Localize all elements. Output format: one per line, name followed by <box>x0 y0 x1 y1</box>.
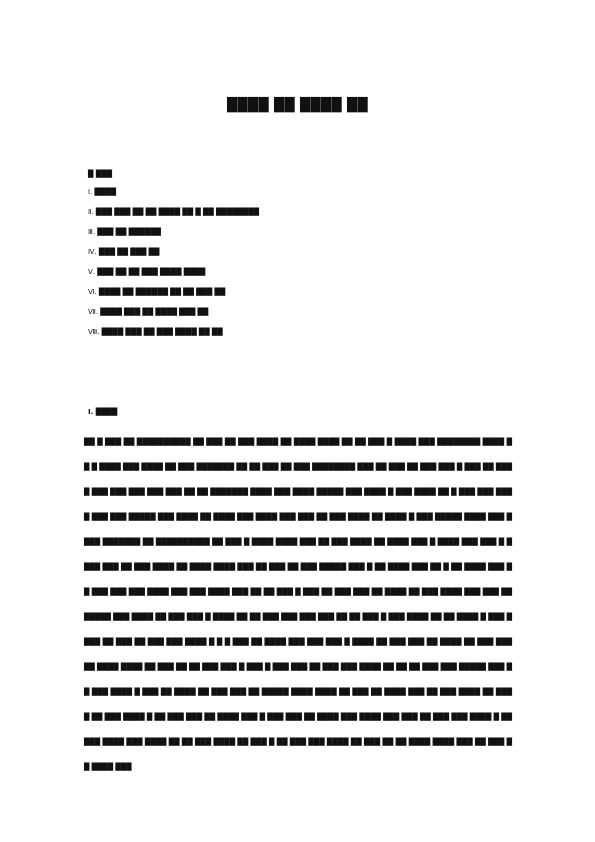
body-paragraph: ██ █ ███ ██ ██████████ ██ ███ ██ ███ ████ ██ ████ ████ ██ ██ ███ █ ████ ███ ████████ ████ ██ █ ████ ███ ████ ██ ███ ███████ ██ ██ ███ ██ ███ ████████ ███ ██ ███ ██ ███ ███ █ ███ ██ ████ ███ ███ ███ ███ ███ ██ ██ ███████ ████ ███ ████ █████ ███ ████ █ ███ ████ ██ █ ███ ███ ████ ███ ███ █████ ███ ████ ██ ████ ███ ████ ███ ███ ██ ███ ████ ██ ████ █ ███ █████ ████ ███ ████ ███████ ██ ██████████ ██ ███ █ ████ ████ ███ ██ ███ ████ ██ ████ ███ █ ████ ███ ███ █ ████ ███ ██ ███ ████ ██ ████ ████ ███ ██ ███ ██ ███ █████ ███ █ ██ ████ ███ ██ █ ██ ████ ███ ██ ███ ███ ███ ████ ███ ███ ████ ███ ██ ██ ███ █ ███ ██ ███ ███ ██ ████ ██ ███ ████ ███ ███ ███████ ███ ████ ██ ███ ███ █ ████ ██ ██ ███ ███ ███ ███ ██ ██ ███ █ ███ ████ ██ ██ ████ █ ███ ████ ██ ███ ██ ███ ███ ████ █ █ █ ███ ██ ████ ███ ███ ███ █ ████ ██ ███ ███ ██ ████ ██ ███ ███ ██ ████ ████ ██ ███ ██ ██ ███ ███ █ ███ █ ███ ███ ██ ███ ███ ████ ██ ██ ██ ███ ███ █████ ███ ██ ███ ████ █ ███ ██ ████ ██ ███ ███ ██ █████ ████ ████ ██ ███ ██ ████ ███ ██ ███ ████ ██ ███ █ ██ ███ ████ █ ██ ███ ███ ██ ████ ███ █ ███ ███ ██ ████ ███ ████ ███ ███ ██ ███ ███ ████ █ ██ ███ ████ ███ ████ ██ ██ ███ ████ ██ ███ █ ██ ███ ███ ████ ██ ███ ██ ██ ████ ████ ███ ██ ███ ██ ████ ███ <box>84 438 513 771</box>
toc-heading: █ ███ <box>88 170 112 178</box>
toc-item: Ⅵ. ████ ██ ██████ ██ ██ ███ ██ <box>88 288 226 296</box>
table-of-contents <box>88 170 508 348</box>
toc-item: Ⅷ. ████ ███ ██ ███ ████ ██ ██ <box>88 328 223 336</box>
toc-item: Ⅱ. ███ ███ ██ ██ ████ ██ █ ██ ████████ <box>88 208 260 216</box>
toc-item: Ⅳ. ███ ██ ███ ██ <box>88 248 160 256</box>
toc-item: Ⅶ. ████ ███ ██ ████ ███ ██ <box>88 308 209 316</box>
document-title: ████ ██ ████ ██ <box>226 98 369 113</box>
toc-item: Ⅰ. ████ <box>88 188 117 196</box>
section-heading: Ⅰ. ████ <box>88 408 118 416</box>
toc-item: Ⅴ. ███ ██ ██ ███ ████ ████ <box>88 268 206 276</box>
toc-item: Ⅲ. ███ ██ ██████ <box>88 228 161 236</box>
